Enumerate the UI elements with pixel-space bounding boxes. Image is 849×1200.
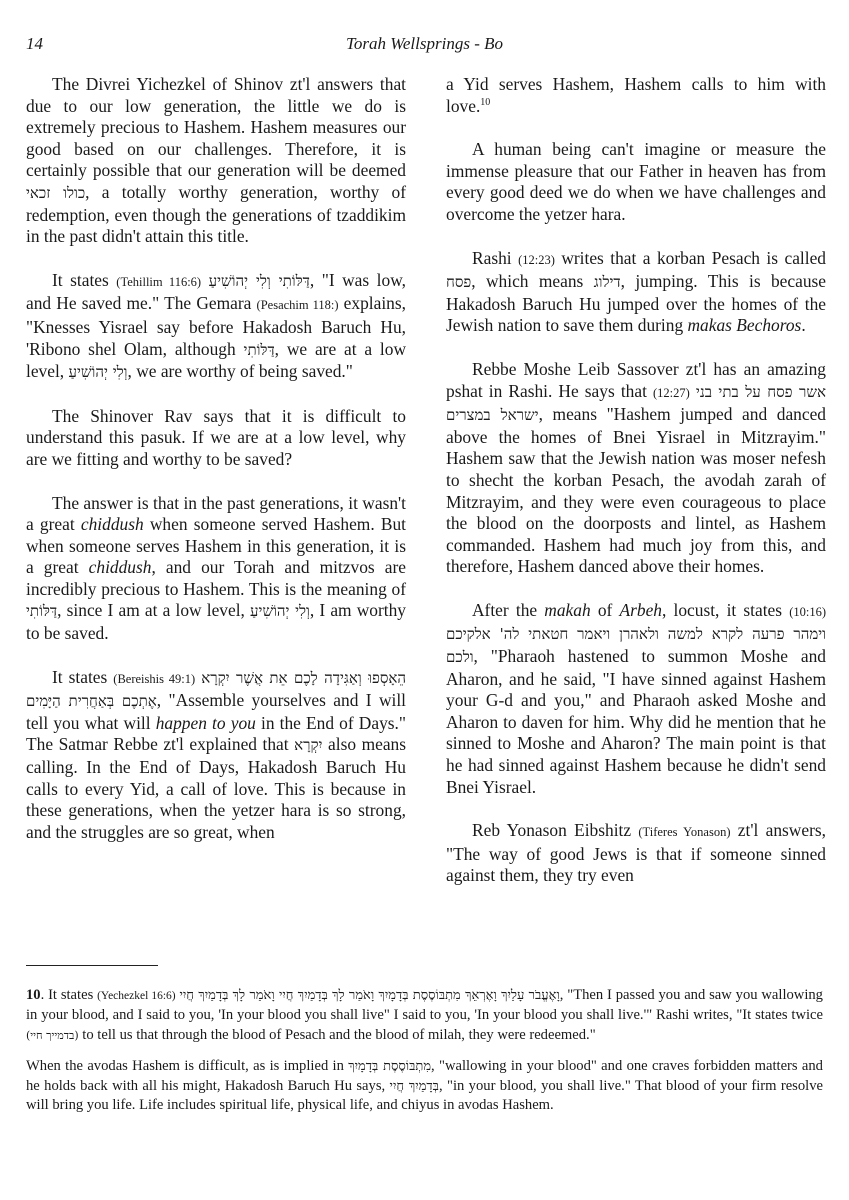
footnote-number: 10 [26, 987, 41, 1003]
paragraph: Rebbe Moshe Leib Sassover zt'l has an amazing pshat in Rashi. He says that (12:27) אשר פסח על בתי בני ישראל במצרים, means "Hashem jumped and danced above the homes of Bnei Yisrael in Mitzrayim." Hashem saw that the Jewish nation was moser nefesh to shecht the korban Pesach, the avodah zarah of Mitzrayim, and they were even courageous to place the blood on the doorposts and lintel, as Hashem commanded. Hashem had much joy from this, and therefore, Hashem danced above their homes. [446, 358, 827, 577]
paragraph: A human being can't imagine or measure the immense pleasure that our Father in heaven has from every good deed we do when we have challenges and overcome the yetzer hara. [446, 139, 826, 224]
source-citation: (Bereishis 49:1) [113, 671, 196, 686]
footnote-continuation: When the avodas Hashem is difficult, as is implied in מִתְבּוֹסֶסֶת בְּדָמָיִךְ, "wallowing in your blood" and one craves forbidden matters and he holds back with all his might, Hakadosh Baruch Hu says, בְּדָמַיִךְ חֲיִי, "in your blood, you shall live." That blood of your firm resolve will bring you life. Life includes spiritual life, physical life, and chiyus in avodas Hashem. [26, 1058, 823, 1114]
footnote: 10. It states (Yechezkel 16:6) וָאֶעֱבֹר עָלַיִךְ וָאֶרְאֵךְ מִתְבּוֹסֶסֶת בְּדָמָיִךְ וָאֹמַר לָךְ בְּדָמַיִךְ חֲיִי וָאֹמַר לָךְ בְּדָמַיִךְ חֲיִי, "Then I passed you and saw you wallowing in your blood, and I said to you, 'In your blood you shall live" I said to you, 'In your blood you shall live.'" Rashi writes, "It states twice (בדמייך חיי) to tell us that through the blood of Pesach and the blood of milah, they were redeemed." [26, 987, 823, 1043]
paragraph: Rashi (12:23) writes that a korban Pesach is called פסח, which means דילוג, jumping. This is because Hakadosh Baruch Hu jumped over the homes of the Jewish nation to save them during makas Bechoros. [446, 247, 826, 336]
page-header [26, 34, 823, 56]
right-column [446, 74, 826, 909]
paragraph: The answer is that in the past generations, it wasn't a great chiddush when someone served Hashem. But when someone serves Hashem in this generation, it is a great chiddush, and our Torah and mitzvos are incredibly precious to Hashem. This is the meaning of דַּלּוֹתִי, since I am at a low level, וְלִי יְהוֹשִׁיעַ, I am worthy to be saved. [26, 492, 407, 644]
footnotes [26, 986, 823, 1127]
paragraph: It states (Tehillim 116:6) דַּלּוֹתִי וְלִי יְהוֹשִׁיעַ, "I was low, and He saved me." The Gemara (Pesachim 118:) explains, "Knesses Yisrael say before Hakadosh Baruch Hu, 'Ribono shel Olam, although דַּלּוֹתִי, we are at a low level, וְלִי יְהוֹשִׁיעַ, we are worthy of being saved." [26, 269, 407, 382]
paragraph: Reb Yonason Eibshitz (Tiferes Yonason) zt'l answers, "The way of good Jews is that if someone sinned against them, they try even [446, 820, 826, 886]
paragraph: a Yid serves Hashem, Hashem calls to him with love.$^{10}$ [446, 74, 826, 116]
footnote-ref[interactable]: 10 [480, 96, 491, 108]
source-citation: (Pesachim 118:) [256, 298, 339, 313]
source-citation: (10:16) [789, 604, 827, 619]
left-column [26, 74, 406, 865]
source-citation: (Tiferes Yonason) [638, 825, 731, 840]
paragraph: After the makah of Arbeh, locust, it states (10:16) וימהר פרעה לקרא למשה ולאהרן ויאמר חטאתי לה' אלקיכם ולכם, "Pharaoh hastened to summon Moshe and Aharon, and he said, "I have sinned against Hashem your G-d and you," and Pharaoh asked Moshe and Aharon to daven for him. Why did he mention that he sinned to Moshe and Aharon? The main point is that he had sinned against Hashem because he didn't send Bnei Yisrael. [446, 599, 827, 797]
footnote-divider [26, 965, 158, 966]
source-citation: (12:27) [652, 385, 690, 400]
paragraph: It states (Bereishis 49:1) הֵאָסְפוּ וְאַגִּידָה לָכֶם אֵת אֲשֶׁר יִקְרָא אֶתְכֶם בְּאַחֲרִית הַיָּמִים, "Assemble yourselves and I will tell you what will happen to you in the End of Days." The Satmar Rebbe zt'l explained that יִקְרָא also means calling. In the End of Days, Hakadosh Baruch Hu calls to every Yid, a call of love. This is because in these generations, when the yetzer hara is so strong, and the struggles are so great, when [26, 666, 406, 842]
page-number: 14 [26, 34, 43, 53]
paragraph: The Shinover Rav says that it is difficult to understand this pasuk. If we are at a low level, why are we fitting and worthy to be saved? [26, 405, 406, 469]
paragraph: The Divrei Yichezkel of Shinov zt'l answers that due to our low generation, the little we do is extremely precious to Hashem. Hashem measures our good based on our challenges. Therefore, it is certainly possible that our generation will be deemed כולו זכאי, a totally worthy generation, worthy of redemption, even though the generations of tzaddikim in the past didn't attain this title. [26, 74, 406, 247]
source-citation: (Tehillim 116:6) [116, 274, 202, 289]
running-title: Torah Wellsprings - Bo [346, 34, 503, 53]
source-citation: (12:23) [518, 252, 555, 267]
source-citation: (Yechezkel 16:6) [97, 990, 176, 1002]
